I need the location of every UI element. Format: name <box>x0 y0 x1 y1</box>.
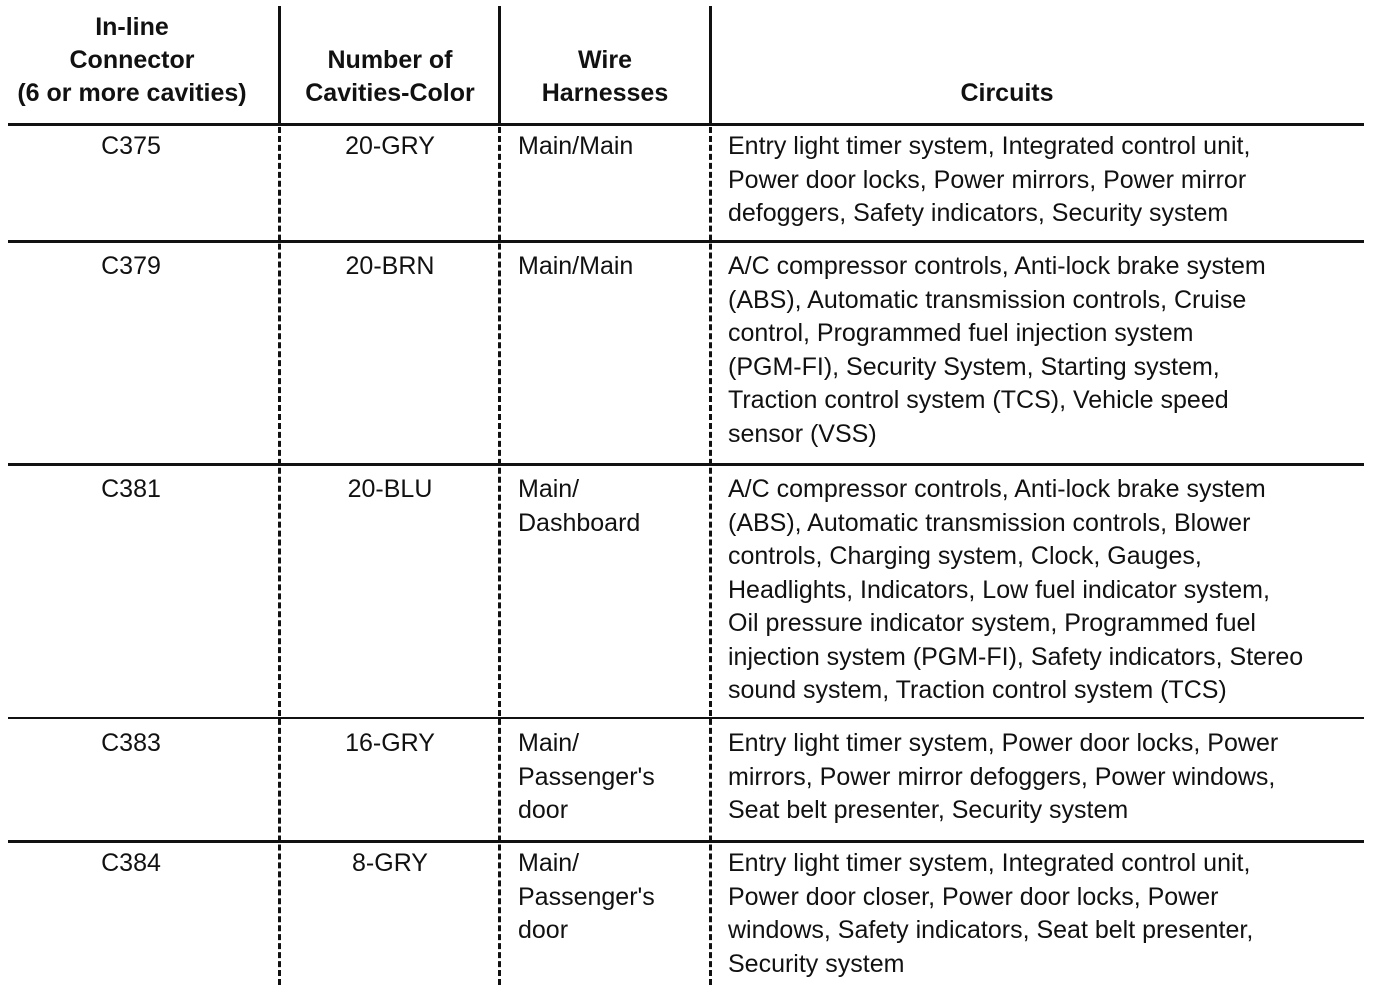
row-3-harness-line-1: Main/ <box>518 475 580 503</box>
row-1-cavities: 20-GRY <box>345 132 435 160</box>
row-2-circuits-line-1: A/C compressor controls, Anti-lock brake system <box>728 252 1266 280</box>
header-connector-line-3: (6 or more cavities) <box>17 79 247 107</box>
row-4-harness-line-3: door <box>518 796 569 824</box>
row-2-connector: C379 <box>101 252 161 280</box>
row-4-cavities: 16-GRY <box>345 729 435 757</box>
row-3-harness-line-2: Dashboard <box>518 508 641 537</box>
column-divider-2 <box>498 127 501 985</box>
column-divider-3 <box>709 127 712 985</box>
row-5-circuits-line-2: Power door closer, Power door locks, Power <box>728 882 1219 911</box>
row-1-circuits-line-1: Entry light timer system, Integrated control unit, <box>728 132 1251 160</box>
row-1-circuits <box>728 130 1374 231</box>
row-5-harness-line-2: Passenger's <box>518 882 655 911</box>
row-3-circuits-line-7: sound system, Traction control system (TCS) <box>728 676 1227 704</box>
row-rule-3 <box>8 717 1364 719</box>
header-harnesses-line-2: Harnesses <box>541 79 669 107</box>
row-5-connector: C384 <box>101 849 161 877</box>
row-5-harness-line-1: Main/ <box>518 849 580 877</box>
row-1-circuits-line-2: Power door locks, Power mirrors, Power mirror <box>728 165 1247 194</box>
row-5-circuits-line-4: Security system <box>728 949 905 978</box>
header-rule <box>8 123 1364 126</box>
row-3-circuits-line-6: injection system (PGM-FI), Safety indicators, Stereo <box>728 642 1304 671</box>
row-1-circuits-line-3: defoggers, Safety indicators, Security system <box>728 199 1229 227</box>
header-circuits-line-1: Circuits <box>960 79 1054 107</box>
row-3-circuits <box>728 473 1374 708</box>
row-2-circuits-line-5: Traction control system (TCS), Vehicle speed <box>728 386 1229 414</box>
header-connector <box>0 6 264 110</box>
header-harnesses-line-1: Wire <box>578 46 632 74</box>
row-5-circuits-line-3: windows, Safety indicators, Seat belt presenter, <box>728 916 1254 944</box>
row-1-connector: C375 <box>101 132 161 160</box>
header-connector-line-2: Connector <box>69 46 195 74</box>
row-4-circuits-line-3: Seat belt presenter, Security system <box>728 796 1129 824</box>
row-5-circuits-line-1: Entry light timer system, Integrated control unit, <box>728 849 1251 877</box>
header-divider-1 <box>278 6 281 124</box>
row-5-harness <box>518 847 708 948</box>
row-3-circuits-line-4: Headlights, Indicators, Low fuel indicator system, <box>728 575 1270 604</box>
row-rule-4 <box>8 840 1364 843</box>
row-rule-1 <box>8 240 1364 243</box>
row-3-connector: C381 <box>101 475 161 503</box>
row-5-harness-line-3: door <box>518 916 569 944</box>
row-4-circuits-line-1: Entry light timer system, Power door locks, Power <box>728 729 1279 757</box>
row-4-circuits <box>728 727 1374 828</box>
row-4-harness-line-1: Main/ <box>518 729 580 757</box>
header-circuits <box>712 6 1302 110</box>
header-cavities <box>282 6 498 110</box>
row-3-circuits-line-3: controls, Charging system, Clock, Gauges, <box>728 542 1202 570</box>
row-rule-2 <box>8 463 1364 466</box>
row-3-harness <box>518 473 708 540</box>
row-3-cavities: 20-BLU <box>347 475 433 503</box>
row-2-harness <box>518 250 708 284</box>
row-1-harness-line-1: Main/Main <box>518 132 634 160</box>
row-3-circuits-line-2: (ABS), Automatic transmission controls, Blower <box>728 508 1251 537</box>
row-5-cavities: 8-GRY <box>352 849 428 877</box>
row-2-harness-line-1: Main/Main <box>518 252 634 280</box>
row-5-circuits <box>728 847 1374 981</box>
row-2-circuits-line-4: (PGM-FI), Security System, Starting system, <box>728 352 1220 381</box>
header-cavities-line-2: Cavities-Color <box>305 79 475 107</box>
row-2-circuits-line-6: sensor (VSS) <box>728 419 877 448</box>
row-4-harness-line-2: Passenger's <box>518 762 655 791</box>
header-divider-3 <box>709 6 712 124</box>
row-2-cavities: 20-BRN <box>345 252 435 280</box>
header-cavities-line-1: Number of <box>327 46 453 74</box>
row-4-connector: C383 <box>101 729 161 757</box>
row-4-circuits-line-2: mirrors, Power mirror defoggers, Power windows, <box>728 762 1276 791</box>
row-1-harness <box>518 130 708 164</box>
row-3-circuits-line-5: Oil pressure indicator system, Programmed fuel <box>728 609 1256 637</box>
row-3-circuits-line-1: A/C compressor controls, Anti-lock brake system <box>728 475 1266 503</box>
row-4-harness <box>518 727 708 828</box>
row-2-circuits <box>728 250 1374 451</box>
row-2-circuits-line-2: (ABS), Automatic transmission controls, Cruise <box>728 285 1247 314</box>
column-divider-1 <box>278 127 281 985</box>
header-divider-2 <box>498 6 501 124</box>
header-harnesses <box>502 6 708 110</box>
header-connector-line-1: In-line <box>95 13 169 41</box>
row-2-circuits-line-3: control, Programmed fuel injection system <box>728 319 1194 347</box>
